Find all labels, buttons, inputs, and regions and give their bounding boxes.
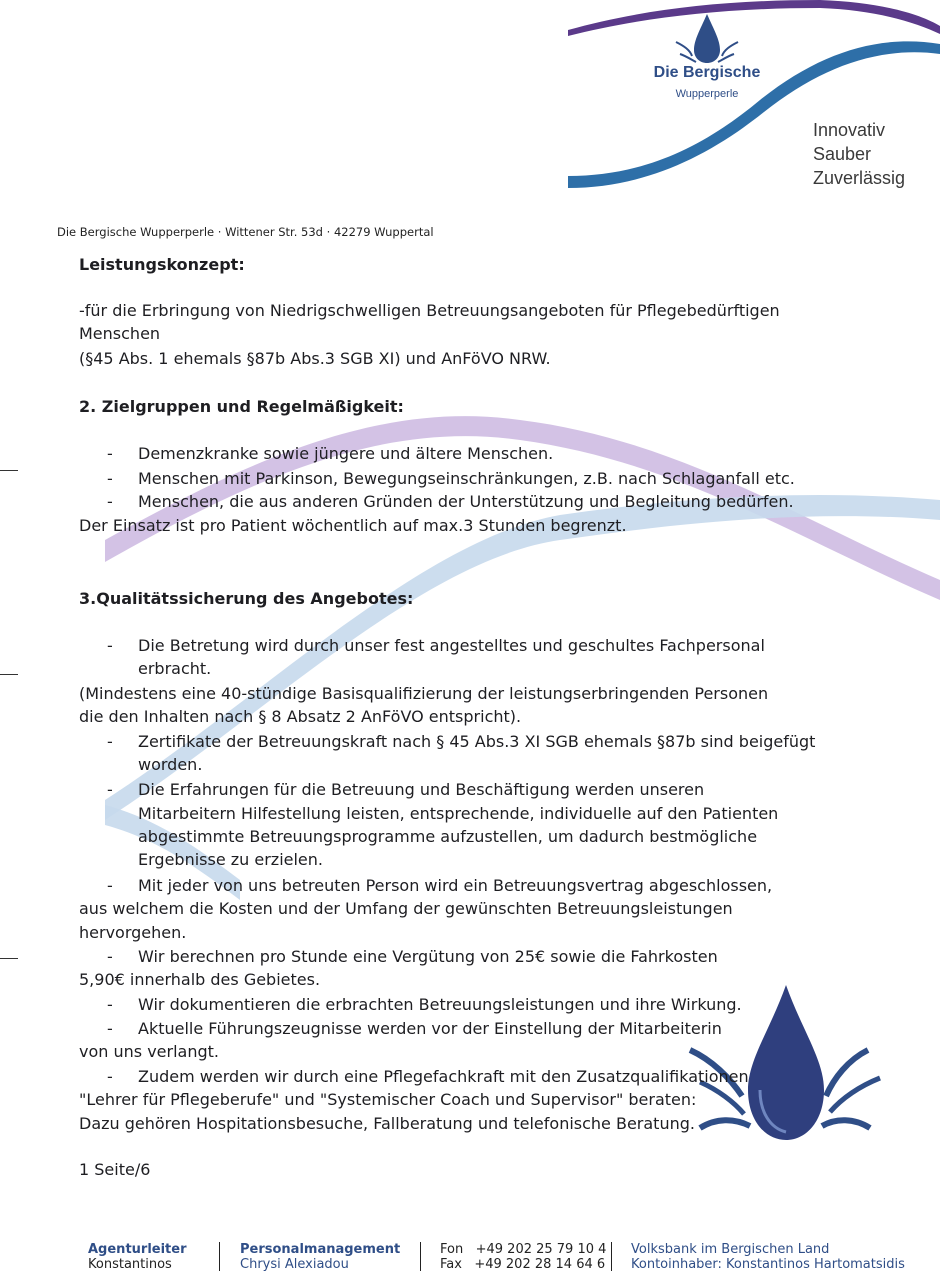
tagline-1: Innovativ	[813, 120, 886, 140]
quality-item-line: Mitarbeitern Hilfestellung leisten, entsprechende, individuelle auf den Patienten	[138, 804, 779, 823]
quality-item-line: erbracht.	[138, 659, 212, 678]
section-2-note: Der Einsatz ist pro Patient wöchentlich auf max.3 Stunden begrenzt.	[79, 516, 627, 535]
quality-item-line: Ergebnisse zu erzielen.	[138, 850, 323, 869]
bullet-dash: -	[107, 636, 113, 655]
intro-line: (§45 Abs. 1 ehemals §87b Abs.3 SGB XI) und AnFöVO NRW.	[79, 349, 551, 368]
quality-item-line: Die Betretung wird durch unser fest angestelltes und geschultes Fachpersonal	[138, 636, 765, 655]
section-2-heading: 2. Zielgruppen und Regelmäßigkeit:	[79, 397, 404, 416]
tagline-2: Sauber	[813, 144, 872, 164]
quality-item-line: Zudem werden wir durch eine Pflegefachkraft mit den Zusatzqualifikationen	[138, 1067, 749, 1086]
quality-item-line: Mit jeder von uns betreuten Person wird ein Betreuungsvertrag abgeschlossen,	[138, 876, 773, 895]
bullet-dash: -	[107, 444, 113, 463]
bullet-dash: -	[107, 1019, 113, 1038]
quality-item-line: Dazu gehören Hospitationsbesuche, Fallberatung und telefonische Beratung.	[79, 1114, 695, 1133]
quality-item-line: Wir berechnen pro Stunde eine Vergütung von 25€ sowie die Fahrkosten	[138, 947, 718, 966]
footer-account-holder: Kontoinhaber: Konstantinos Hartomatsidis	[631, 1257, 905, 1272]
footer-divider	[219, 1242, 220, 1271]
bullet-dash: -	[107, 995, 113, 1014]
watermark-swoosh-blue	[105, 495, 940, 820]
bullet-dash: -	[107, 492, 113, 511]
target-group-item: Menschen mit Parkinson, Bewegungseinschränkungen, z.B. nach Schlaganfall etc.	[138, 469, 795, 488]
quality-item-line: von uns verlangt.	[79, 1042, 219, 1061]
bullet-dash: -	[107, 947, 113, 966]
intro-line: Menschen	[79, 324, 161, 343]
quality-item-line: abgestimmte Betreuungsprogramme aufzustellen, um dadurch bestmögliche	[138, 827, 758, 846]
quality-paragraph-line: die den Inhalten nach § 8 Absatz 2 AnFöVO entspricht).	[79, 707, 522, 726]
brand-subname: Wupperperle	[675, 88, 739, 100]
bullet-dash: -	[107, 469, 113, 488]
footer-fax: Fax +49 202 28 14 64 6	[440, 1257, 606, 1272]
quality-item-line: worden.	[138, 755, 203, 774]
document-heading: Leistungskonzept:	[79, 255, 245, 274]
target-group-item: Menschen, die aus anderen Gründen der Unterstützung und Begleitung bedürfen.	[138, 492, 794, 511]
footer-label-agency-lead: Agenturleiter	[88, 1242, 187, 1257]
sender-address-line: Die Bergische Wupperperle · Wittener Str. 53d · 42279 Wuppertal	[57, 225, 434, 239]
header-swoosh-purple	[568, 0, 940, 36]
fold-mark	[0, 674, 18, 675]
brand-name: Die Bergische	[653, 64, 761, 81]
footer-divider	[611, 1242, 612, 1271]
footer-divider	[420, 1242, 421, 1271]
bullet-dash: -	[107, 1067, 113, 1086]
footer-bank-name: Volksbank im Bergischen Land	[631, 1242, 830, 1257]
fold-mark	[0, 958, 18, 959]
target-group-item: Demenzkranke sowie jüngere und ältere Menschen.	[138, 444, 554, 463]
quality-paragraph-line: (Mindestens eine 40-stündige Basisqualifizierung der leistungserbringenden Personen	[79, 684, 769, 703]
quality-item-line: 5,90€ innerhalb des Gebietes.	[79, 970, 321, 989]
footer-phone: Fon +49 202 25 79 10 4	[440, 1242, 607, 1257]
quality-item-line: Die Erfahrungen für die Betreuung und Beschäftigung werden unseren	[138, 780, 705, 799]
section-3-heading: 3.Qualitätssicherung des Angebotes:	[79, 589, 414, 608]
quality-item-line: Zertifikate der Betreuungskraft nach § 45 Abs.3 XI SGB ehemals §87b sind beigefügt	[138, 732, 816, 751]
quality-item-line: "Lehrer für Pflegeberufe" und "Systemischer Coach und Supervisor" beraten:	[79, 1090, 697, 1109]
quality-item-line: Wir dokumentieren die erbrachten Betreuungsleistungen und ihre Wirkung.	[138, 995, 742, 1014]
footer-agency-lead-name: Konstantinos	[88, 1257, 172, 1272]
footer-label-personnel: Personalmanagement	[240, 1242, 401, 1257]
logo-drop-icon	[676, 14, 738, 63]
bullet-dash: -	[107, 876, 113, 895]
fold-mark	[0, 470, 18, 471]
quality-item-line: aus welchem die Kosten und der Umfang der gewünschten Betreuungsleistungen	[79, 899, 733, 918]
quality-item-line: hervorgehen.	[79, 923, 187, 942]
intro-line: -für die Erbringung von Niedrigschwelligen Betreuungsangeboten für Pflegebedürftigen	[79, 301, 780, 320]
bullet-dash: -	[107, 780, 113, 799]
tagline-3: Zuverlässig	[813, 168, 906, 188]
footer-personnel-name: Chrysi Alexiadou	[240, 1257, 349, 1272]
quality-item-line: Aktuelle Führungszeugnisse werden vor der Einstellung der Mitarbeiterin	[138, 1019, 722, 1038]
page-number: 1 Seite/6	[79, 1160, 151, 1179]
bullet-dash: -	[107, 732, 113, 751]
